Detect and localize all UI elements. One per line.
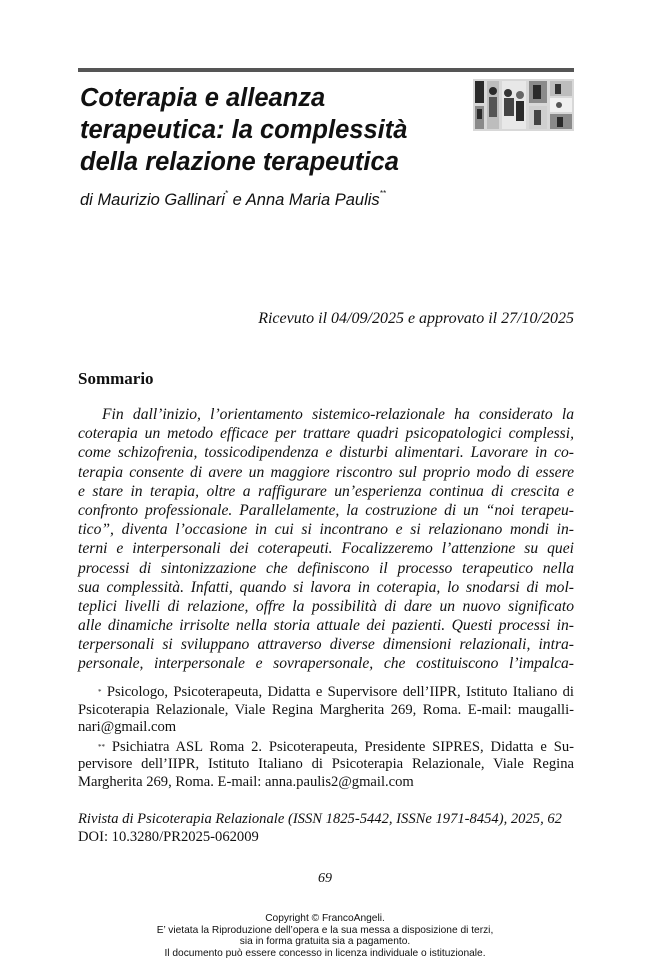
summary-line: terpersonali si sviluppano attraverso diverse dimensioni relazionali, intra- <box>78 636 574 654</box>
copyright-line: Il documento può essere concesso in licenza individuale o istituzionale. <box>164 947 486 959</box>
footnote-line: * Psicologo, Psicoterapeuta, Didatta e Supervisore dell’IIPR, Istituto Italiano di <box>98 684 574 700</box>
summary-line: terapia consente di avere un maggiore riscontro sul proprio modo di essere <box>78 463 574 481</box>
copyright-notice <box>0 913 650 959</box>
footnote-line: Margherita 269, Roma. E-mail: anna.paulis2@gmail.com <box>78 773 414 790</box>
copyright-line: sia in forma gratuita sia a pagamento. <box>239 936 411 948</box>
footnote-line: Psicoterapia Relazionale, Viale Regina Margherita 269, Roma. E-mail: maugalli- <box>78 701 574 718</box>
summary-heading: Sommario <box>78 369 154 388</box>
summary-line: coterapia un metodo efficace per trattare quadri psicopatologici complessi, <box>78 425 574 443</box>
summary-line: terni e interpersonali dei coterapeuti. Focalizzeremo l’attenzione su quei <box>78 540 574 558</box>
copyright-line: Copyright © FrancoAngeli. <box>265 913 385 924</box>
copyright-line: E’ vietata la Riproduzione dell’opera e la sua messa a disposizione di terzi, <box>156 924 494 936</box>
author-prefix: di <box>80 191 98 209</box>
doi: DOI: 10.3280/PR2025-062009 <box>78 829 259 845</box>
author-line <box>80 191 386 210</box>
footnote-2 <box>78 739 574 792</box>
title-line: della relazione terapeutica <box>80 148 399 176</box>
title-line: Coterapia e alleanza <box>80 84 326 112</box>
journal-photo-collage-icon <box>473 79 574 131</box>
title-line: terapeutica: la complessità <box>80 116 408 144</box>
summary-line: alle dinamiche irrisolte nella storia attuale dei pazienti. Questi processi in- <box>78 617 574 635</box>
article-title <box>80 82 460 178</box>
summary-text <box>78 405 574 674</box>
footnote-line: ** Psichiatra ASL Roma 2. Psicoterapeuta, Presidente SIPRES, Didatta e Su- <box>98 738 574 755</box>
summary-line: Fin dall’inizio, l’orientamento sistemico-relazionale ha considerato la <box>102 406 574 423</box>
footnote-line: pervisore dell’IIPR, Istituto Italiano di Psicoterapia Relazionale, Viale Regina <box>78 756 574 773</box>
author-name: Maurizio Gallinari <box>97 191 225 209</box>
summary-line: personale, interpersonale e sovrapersonale, che costituiscono l’impalca- <box>78 655 574 673</box>
footnote-1 <box>78 684 574 737</box>
page-number: 69 <box>318 871 332 886</box>
footnote-mark: ** <box>98 742 105 751</box>
footnote-mark: ** <box>379 189 386 198</box>
received-date: Ricevuto il 04/09/2025 e approvato il 27/10/2025 <box>258 310 574 327</box>
summary-line: e stare in terapia, oltre a raffigurare un’esperienza continua di crescita e <box>78 482 574 500</box>
summary-line: come schizofrenia, tossicodipendenza e disturbi alimentari. Lavorare in co- <box>78 444 574 462</box>
summary-line: processi di sintonizzazione che definiscono il processo terapeutico nella <box>78 559 574 577</box>
journal-citation <box>78 810 562 846</box>
footnote-mark: * <box>98 688 102 696</box>
author-name: Anna Maria Paulis <box>245 191 380 209</box>
journal-reference: Rivista di Psicoterapia Relazionale (ISSN 1825-5442, ISSNe 1971-8454), 2025, 62 <box>78 811 562 827</box>
summary-line: sua complessità. Infatti, quando si lavora in coterapia, lo snodarsi di mol- <box>78 578 574 596</box>
footnotes <box>78 684 574 794</box>
header-rule <box>78 68 574 72</box>
summary-line: confronto professionale. Parallelamente, la costruzione di un “noi terapeu- <box>78 501 574 519</box>
summary-line: tico”, diventa l’occasione in cui si incontrano e si relazionano mondi in- <box>78 521 574 539</box>
footnote-mark: * <box>224 189 229 198</box>
summary-line: teplici livelli di relazione, offre la possibilità di dare un nuovo significato <box>78 597 574 615</box>
footnote-line: nari@gmail.com <box>78 719 177 736</box>
author-connector: e <box>228 191 246 209</box>
